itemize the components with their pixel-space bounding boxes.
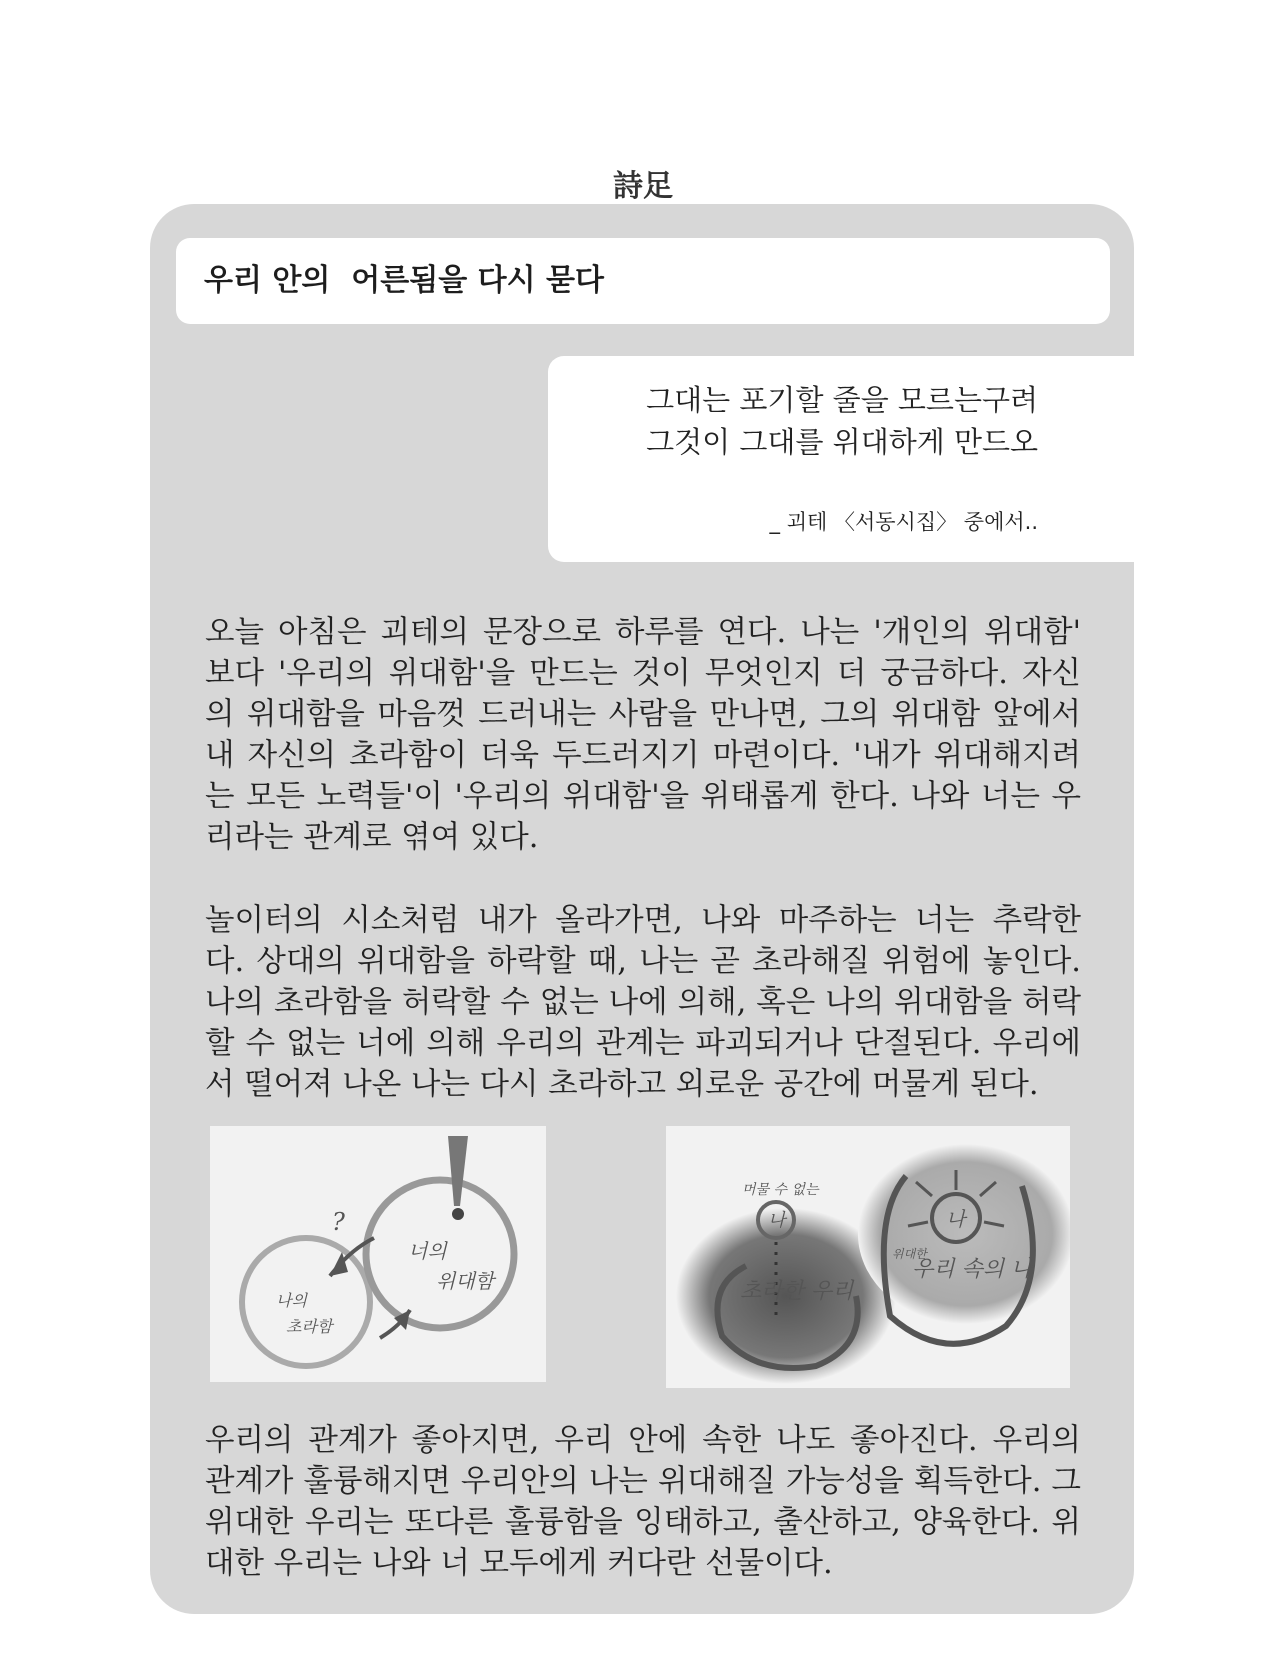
paragraph-3 xyxy=(205,1420,1081,1584)
illustration-right xyxy=(666,1126,1070,1388)
paragraph-1 xyxy=(205,612,1081,858)
paragraph-line: 관계가 훌륭해지면 우리안의 나는 위대해질 가능성을 획득한다. 그 xyxy=(205,1464,1081,1499)
paragraph-line: 오늘 아침은 괴테의 문장으로 하루를 연다. 나는 '개인의 위대함' xyxy=(205,615,1081,650)
quote-line-1: 그대는 포기할 줄을 모르는구려 xyxy=(646,383,1038,417)
label-your: 너의 xyxy=(408,1239,447,1263)
paragraph-line: 할 수 없는 너에 의해 우리의 관계는 파괴되거나 단절된다. 우리에 xyxy=(205,1026,1081,1061)
exclamation-mark-icon xyxy=(448,1136,468,1206)
label-me-small: 나 xyxy=(768,1210,786,1231)
label-greatness: 위대함 xyxy=(436,1269,494,1293)
paragraph-line: 우리의 관계가 좋아지면, 우리 안에 속한 나도 좋아진다. 우리의 xyxy=(205,1423,1081,1458)
label-great: 위대한 xyxy=(892,1247,927,1261)
article-title: 우리 안의 어른됨을 다시 묻다 xyxy=(204,263,604,298)
paragraph-line: 서 떨어져 나온 나는 다시 초라하고 외로운 공간에 머물게 된다. xyxy=(205,1067,1039,1102)
label-me-great: 나 xyxy=(946,1207,966,1231)
title-box xyxy=(176,238,1110,324)
quote-box xyxy=(548,356,1134,562)
paragraph-line: 내 자신의 초라함이 더욱 두드러지기 마련이다. '내가 위대해지려 xyxy=(205,738,1081,773)
paragraph-line: 나의 초라함을 허락할 수 없는 나에 의해, 혹은 나의 위대함을 허락 xyxy=(205,985,1081,1020)
illustration-left xyxy=(210,1126,546,1382)
label-my: 나의 xyxy=(276,1291,307,1310)
arrow-head-icon xyxy=(330,1252,348,1276)
quote-line-2: 그것이 그대를 위대하게 만드오 xyxy=(646,425,1038,459)
paragraph-line: 위대한 우리는 또다른 훌륭함을 잉태하고, 출산하고, 양육한다. 위 xyxy=(205,1505,1081,1540)
exclamation-dot-icon xyxy=(452,1208,464,1220)
label-me-in-us: 우리 속의 나 xyxy=(912,1257,1033,1282)
paragraph-line: 는 모든 노력들'이 '우리의 위대함'을 위태롭게 한다. 나와 너는 우 xyxy=(205,779,1081,814)
question-mark: ? xyxy=(332,1208,345,1236)
section-tab: 詩足 xyxy=(597,158,689,218)
paragraph-line: 리라는 관계로 엮여 있다. xyxy=(205,820,539,855)
label-cannot-stay: 머물 수 없는 xyxy=(742,1182,819,1198)
label-poverty: 초라함 xyxy=(286,1317,333,1336)
paragraph-line: 다. 상대의 위대함을 하락할 때, 나는 곧 초라해질 위험에 놓인다. xyxy=(205,944,1081,979)
paragraph-line: 보다 '우리의 위대함'을 만드는 것이 무엇인지 더 궁금하다. 자신 xyxy=(205,656,1081,691)
label-poor-us: 초라한 우리 xyxy=(740,1279,854,1304)
paragraph-2 xyxy=(205,900,1081,1105)
quote-source: _ 괴테 〈서동시집〉 중에서.. xyxy=(769,510,1038,534)
paragraph-line: 대한 우리는 나와 너 모두에게 커다란 선물이다. xyxy=(205,1546,833,1581)
paragraph-line: 놀이터의 시소처럼 내가 올라가면, 나와 마주하는 너는 추락한 xyxy=(205,903,1081,938)
paragraph-line: 의 위대함을 마음껏 드러내는 사람을 만나면, 그의 위대함 앞에서 xyxy=(205,697,1081,732)
